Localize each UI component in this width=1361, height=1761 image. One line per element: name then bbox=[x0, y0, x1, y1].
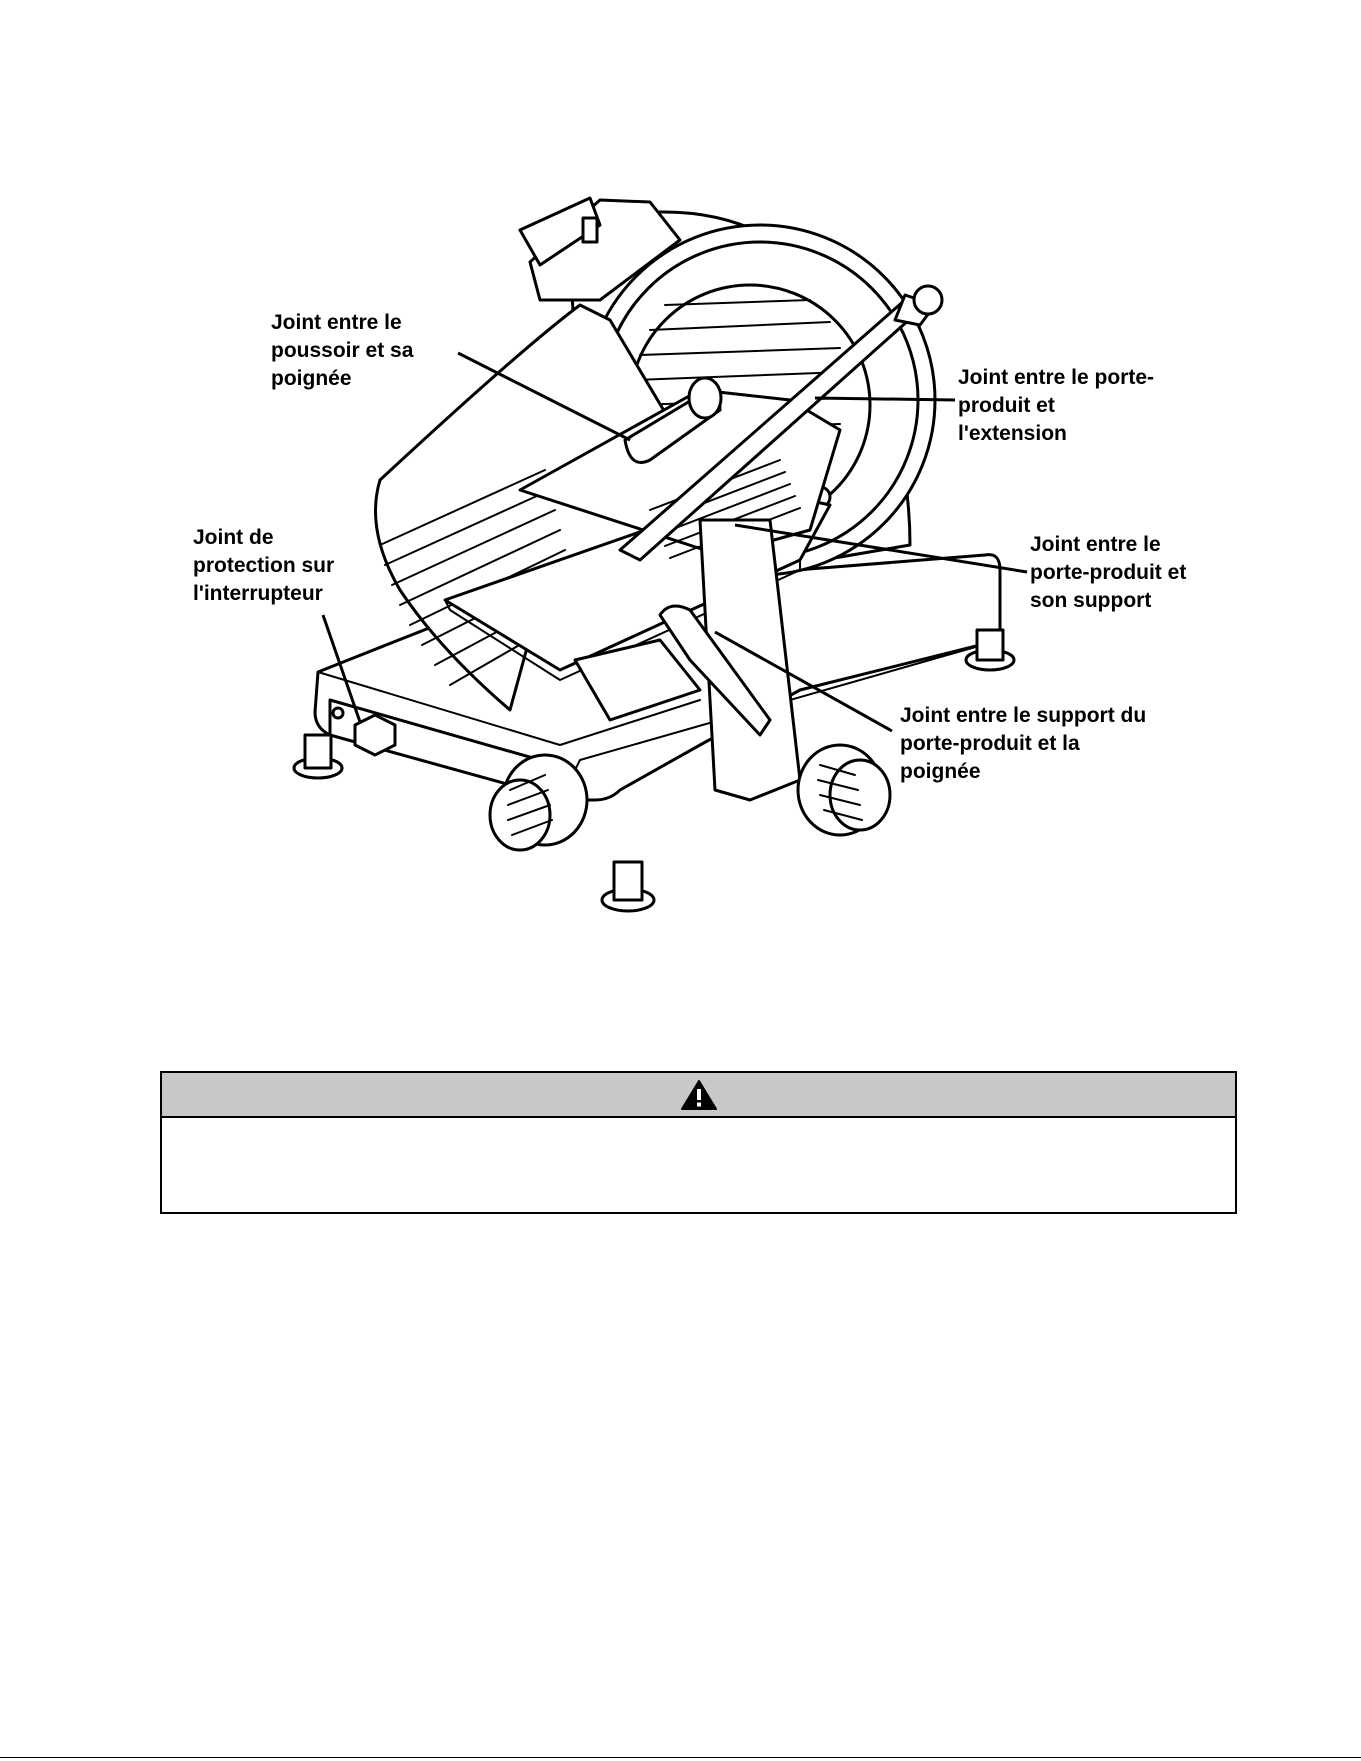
warning-triangle-icon bbox=[680, 1079, 718, 1111]
callout-holder-extension: Joint entre le porte- produit et l'extension bbox=[958, 366, 1155, 445]
slicer-foot-front bbox=[602, 862, 654, 911]
slicer-foot-left bbox=[294, 735, 342, 778]
warning-box bbox=[160, 1071, 1237, 1214]
warning-header bbox=[162, 1073, 1235, 1118]
callout-support-handle: Joint entre le support du porte-produit et la poignée bbox=[900, 704, 1147, 783]
knob-right bbox=[798, 745, 890, 835]
page-bottom-rule bbox=[0, 1757, 1361, 1758]
callout-pusher-handle: Joint entre le poussoir et sa poignée bbox=[271, 311, 414, 390]
leader-holder-extension bbox=[815, 398, 955, 400]
callout-holder-support: Joint entre le porte-produit et son support bbox=[1030, 533, 1187, 612]
callout-switch-guard: Joint de protection sur l'interrupteur bbox=[193, 526, 335, 605]
warning-body bbox=[162, 1118, 1235, 1214]
